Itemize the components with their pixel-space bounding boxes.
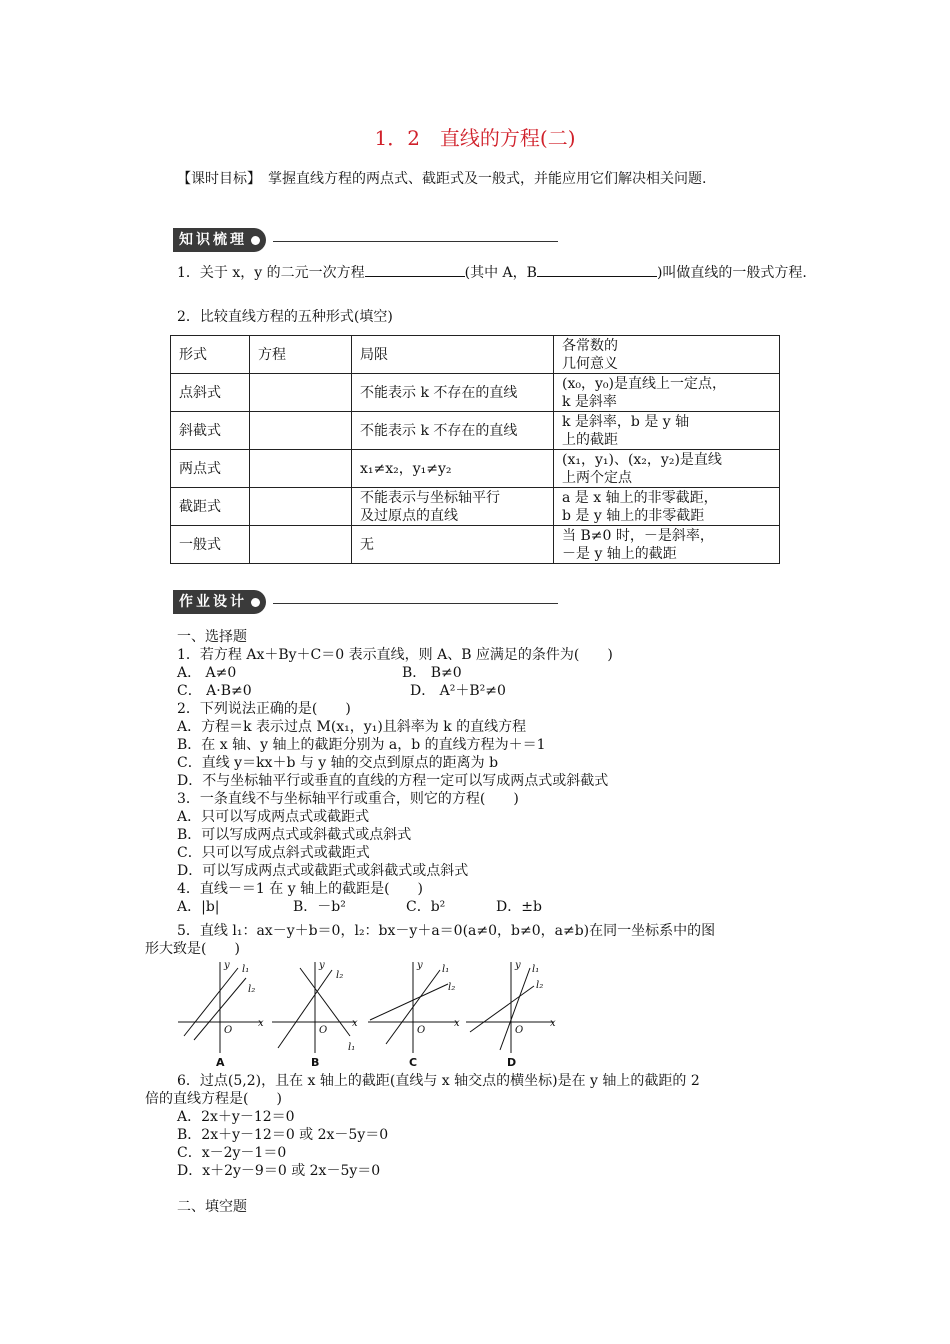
figure-label: A bbox=[216, 1056, 225, 1069]
table-row bbox=[171, 450, 780, 488]
table-cell: 点斜式 bbox=[171, 374, 250, 412]
option-4c: C．b² bbox=[406, 899, 446, 915]
knowledge-item-1 bbox=[145, 262, 807, 284]
table-cell: (x₀，y₀)是直线上一定点， k 是斜率 bbox=[554, 374, 780, 412]
comparison-table bbox=[170, 335, 780, 564]
question-5: 5．直线 l₁：ax－y＋b＝0，l₂：bx－y＋a＝0(a≠0，b≠0，a≠b)在同一坐标系中的图 bbox=[177, 923, 716, 939]
table-cell: 斜截式 bbox=[171, 412, 250, 450]
option-2a: A．方程＝k 表示过点 M(x₁，y₁)且斜率为 k 的直线方程 bbox=[177, 719, 527, 735]
table-cell: 不能表示与坐标轴平行 及过原点的直线 bbox=[352, 488, 554, 526]
part-heading: 一、选择题 bbox=[177, 629, 247, 645]
blank bbox=[537, 262, 657, 277]
table-cell: k 是斜率，b 是 y 轴 上的截距 bbox=[554, 412, 780, 450]
divider bbox=[273, 241, 558, 242]
option-4b: B．－b² bbox=[293, 899, 346, 915]
option-3c: C．只可以写成点斜式或截距式 bbox=[177, 845, 370, 861]
table-cell bbox=[250, 412, 352, 450]
y-axis-label: y bbox=[515, 960, 521, 971]
option-1c: C． A·B≠0 bbox=[177, 683, 252, 699]
table-cell: 不能表示 k 不存在的直线 bbox=[352, 412, 554, 450]
l1-label: l₁ bbox=[348, 1042, 356, 1053]
figure-label: B bbox=[311, 1056, 320, 1069]
option-1b: B． B≠0 bbox=[402, 665, 462, 681]
figure-b bbox=[272, 960, 358, 1069]
table-cell: 一般式 bbox=[171, 526, 250, 564]
banner-label: 作业设计 bbox=[179, 594, 247, 610]
table-cell bbox=[250, 488, 352, 526]
item-text: )叫做直线的一般式方程. bbox=[656, 265, 807, 281]
origin-label: O bbox=[417, 1025, 426, 1036]
table-header: 局限 bbox=[352, 336, 554, 374]
table-cell: 当 B≠0 时，－是斜率， －是 y 轴上的截距 bbox=[554, 526, 780, 564]
figure-a bbox=[178, 960, 264, 1069]
l2-label: l₂ bbox=[448, 982, 456, 993]
table-row bbox=[171, 412, 780, 450]
question-6-cont: 倍的直线方程是( ) bbox=[145, 1091, 282, 1107]
table-header: 方程 bbox=[250, 336, 352, 374]
question-6: 6．过点(5,2)，且在 x 轴上的截距(直线与 x 轴交点的横坐标)是在 y 轴上的截距的 2 bbox=[177, 1073, 700, 1089]
origin-label: O bbox=[224, 1025, 233, 1036]
table-header: 各常数的 几何意义 bbox=[554, 336, 780, 374]
option-3a: A．只可以写成两点式或截距式 bbox=[177, 809, 370, 825]
option-6b: B．2x＋y－12＝0 或 2x－5y＝0 bbox=[177, 1127, 389, 1143]
table-cell: 截距式 bbox=[171, 488, 250, 526]
option-1d: D． A²＋B²≠0 bbox=[410, 683, 506, 699]
dot-icon bbox=[251, 236, 260, 245]
section-banner-knowledge bbox=[173, 228, 558, 254]
table-cell: (x₁，y₁)、(x₂，y₂)是直线 上两个定点 bbox=[554, 450, 780, 488]
table-cell bbox=[250, 450, 352, 488]
l1-label: l₁ bbox=[532, 964, 540, 975]
y-axis-label: y bbox=[319, 960, 325, 971]
knowledge-item-2: 2．比较直线方程的五种形式(填空) bbox=[177, 309, 393, 325]
table-cell: 不能表示 k 不存在的直线 bbox=[352, 374, 554, 412]
option-4a: A．|b| bbox=[177, 899, 220, 915]
page-title: 1．2 直线的方程(二) bbox=[374, 126, 576, 150]
question-3: 3．一条直线不与坐标轴平行或重合，则它的方程( ) bbox=[177, 791, 519, 807]
l2-label: l₂ bbox=[536, 980, 544, 991]
part-heading: 二、填空题 bbox=[177, 1199, 247, 1215]
figure-label: D bbox=[507, 1056, 517, 1069]
x-axis-label: x bbox=[352, 1018, 358, 1029]
option-4d: D．±b bbox=[496, 899, 542, 915]
table-header-row bbox=[171, 336, 780, 374]
option-6c: C．x－2y－1＝0 bbox=[177, 1145, 287, 1161]
table-row bbox=[171, 488, 780, 526]
question-1: 1．若方程 Ax＋By＋C＝0 表示直线，则 A、B 应满足的条件为( ) bbox=[177, 647, 613, 663]
blank bbox=[365, 262, 465, 277]
x-axis-label: x bbox=[454, 1018, 460, 1029]
origin-label: O bbox=[515, 1025, 524, 1036]
objective-label: 【课时目标】 bbox=[177, 171, 254, 187]
option-2c: C．直线 y＝kx＋b 与 y 轴的交点到原点的距离为 b bbox=[177, 755, 499, 771]
table-cell: x₁≠x₂，y₁≠y₂ bbox=[352, 450, 554, 488]
table-row bbox=[171, 526, 780, 564]
origin-label: O bbox=[319, 1025, 328, 1036]
figure-c bbox=[368, 960, 460, 1069]
y-axis-label: y bbox=[224, 960, 230, 971]
y-axis-label: y bbox=[417, 960, 423, 971]
l1-label: l₁ bbox=[442, 964, 450, 975]
table-cell: 两点式 bbox=[171, 450, 250, 488]
table-cell: 无 bbox=[352, 526, 554, 564]
table-cell bbox=[250, 374, 352, 412]
line-graph-options bbox=[170, 958, 560, 1070]
objective-text: 掌握直线方程的两点式、截距式及一般式，并能应用它们解决相关问题. bbox=[254, 171, 707, 187]
option-6d: D．x＋2y－9＝0 或 2x－5y＝0 bbox=[177, 1163, 381, 1179]
question-2: 2．下列说法正确的是( ) bbox=[177, 701, 351, 717]
option-3d: D．可以写成两点式或截距式或斜截式或点斜式 bbox=[177, 863, 469, 879]
lesson-objective bbox=[145, 168, 807, 190]
l1-label: l₁ bbox=[242, 964, 250, 975]
l2-label: l₂ bbox=[248, 984, 256, 995]
option-2b: B．在 x 轴、y 轴上的截距分别为 a，b 的直线方程为＋＝1 bbox=[177, 737, 546, 753]
option-2d: D．不与坐标轴平行或垂直的直线的方程一定可以写成两点式或斜截式 bbox=[177, 773, 609, 789]
option-3b: B．可以写成两点式或斜截式或点斜式 bbox=[177, 827, 412, 843]
table-cell: a 是 x 轴上的非零截距， b 是 y 轴上的非零截距 bbox=[554, 488, 780, 526]
table-cell bbox=[250, 526, 352, 564]
x-axis-label: x bbox=[258, 1018, 264, 1029]
divider bbox=[273, 603, 558, 604]
x-axis-label: x bbox=[550, 1018, 556, 1029]
question-4: 4．直线－＝1 在 y 轴上的截距是( ) bbox=[177, 881, 423, 897]
banner-label: 知识梳理 bbox=[179, 232, 247, 248]
figure-d bbox=[466, 960, 556, 1069]
option-6a: A．2x＋y－12＝0 bbox=[177, 1109, 295, 1125]
section-banner-homework bbox=[173, 590, 558, 616]
l2-label: l₂ bbox=[336, 970, 344, 981]
question-5-cont: 形大致是( ) bbox=[145, 941, 240, 957]
item-text: (其中 A，B bbox=[464, 265, 537, 281]
option-1a: A． A≠0 bbox=[177, 665, 237, 681]
dot-icon bbox=[251, 598, 260, 607]
figure-label: C bbox=[409, 1056, 418, 1069]
table-row bbox=[171, 374, 780, 412]
table-header: 形式 bbox=[171, 336, 250, 374]
item-text: 1．关于 x，y 的二元一次方程 bbox=[177, 265, 365, 281]
